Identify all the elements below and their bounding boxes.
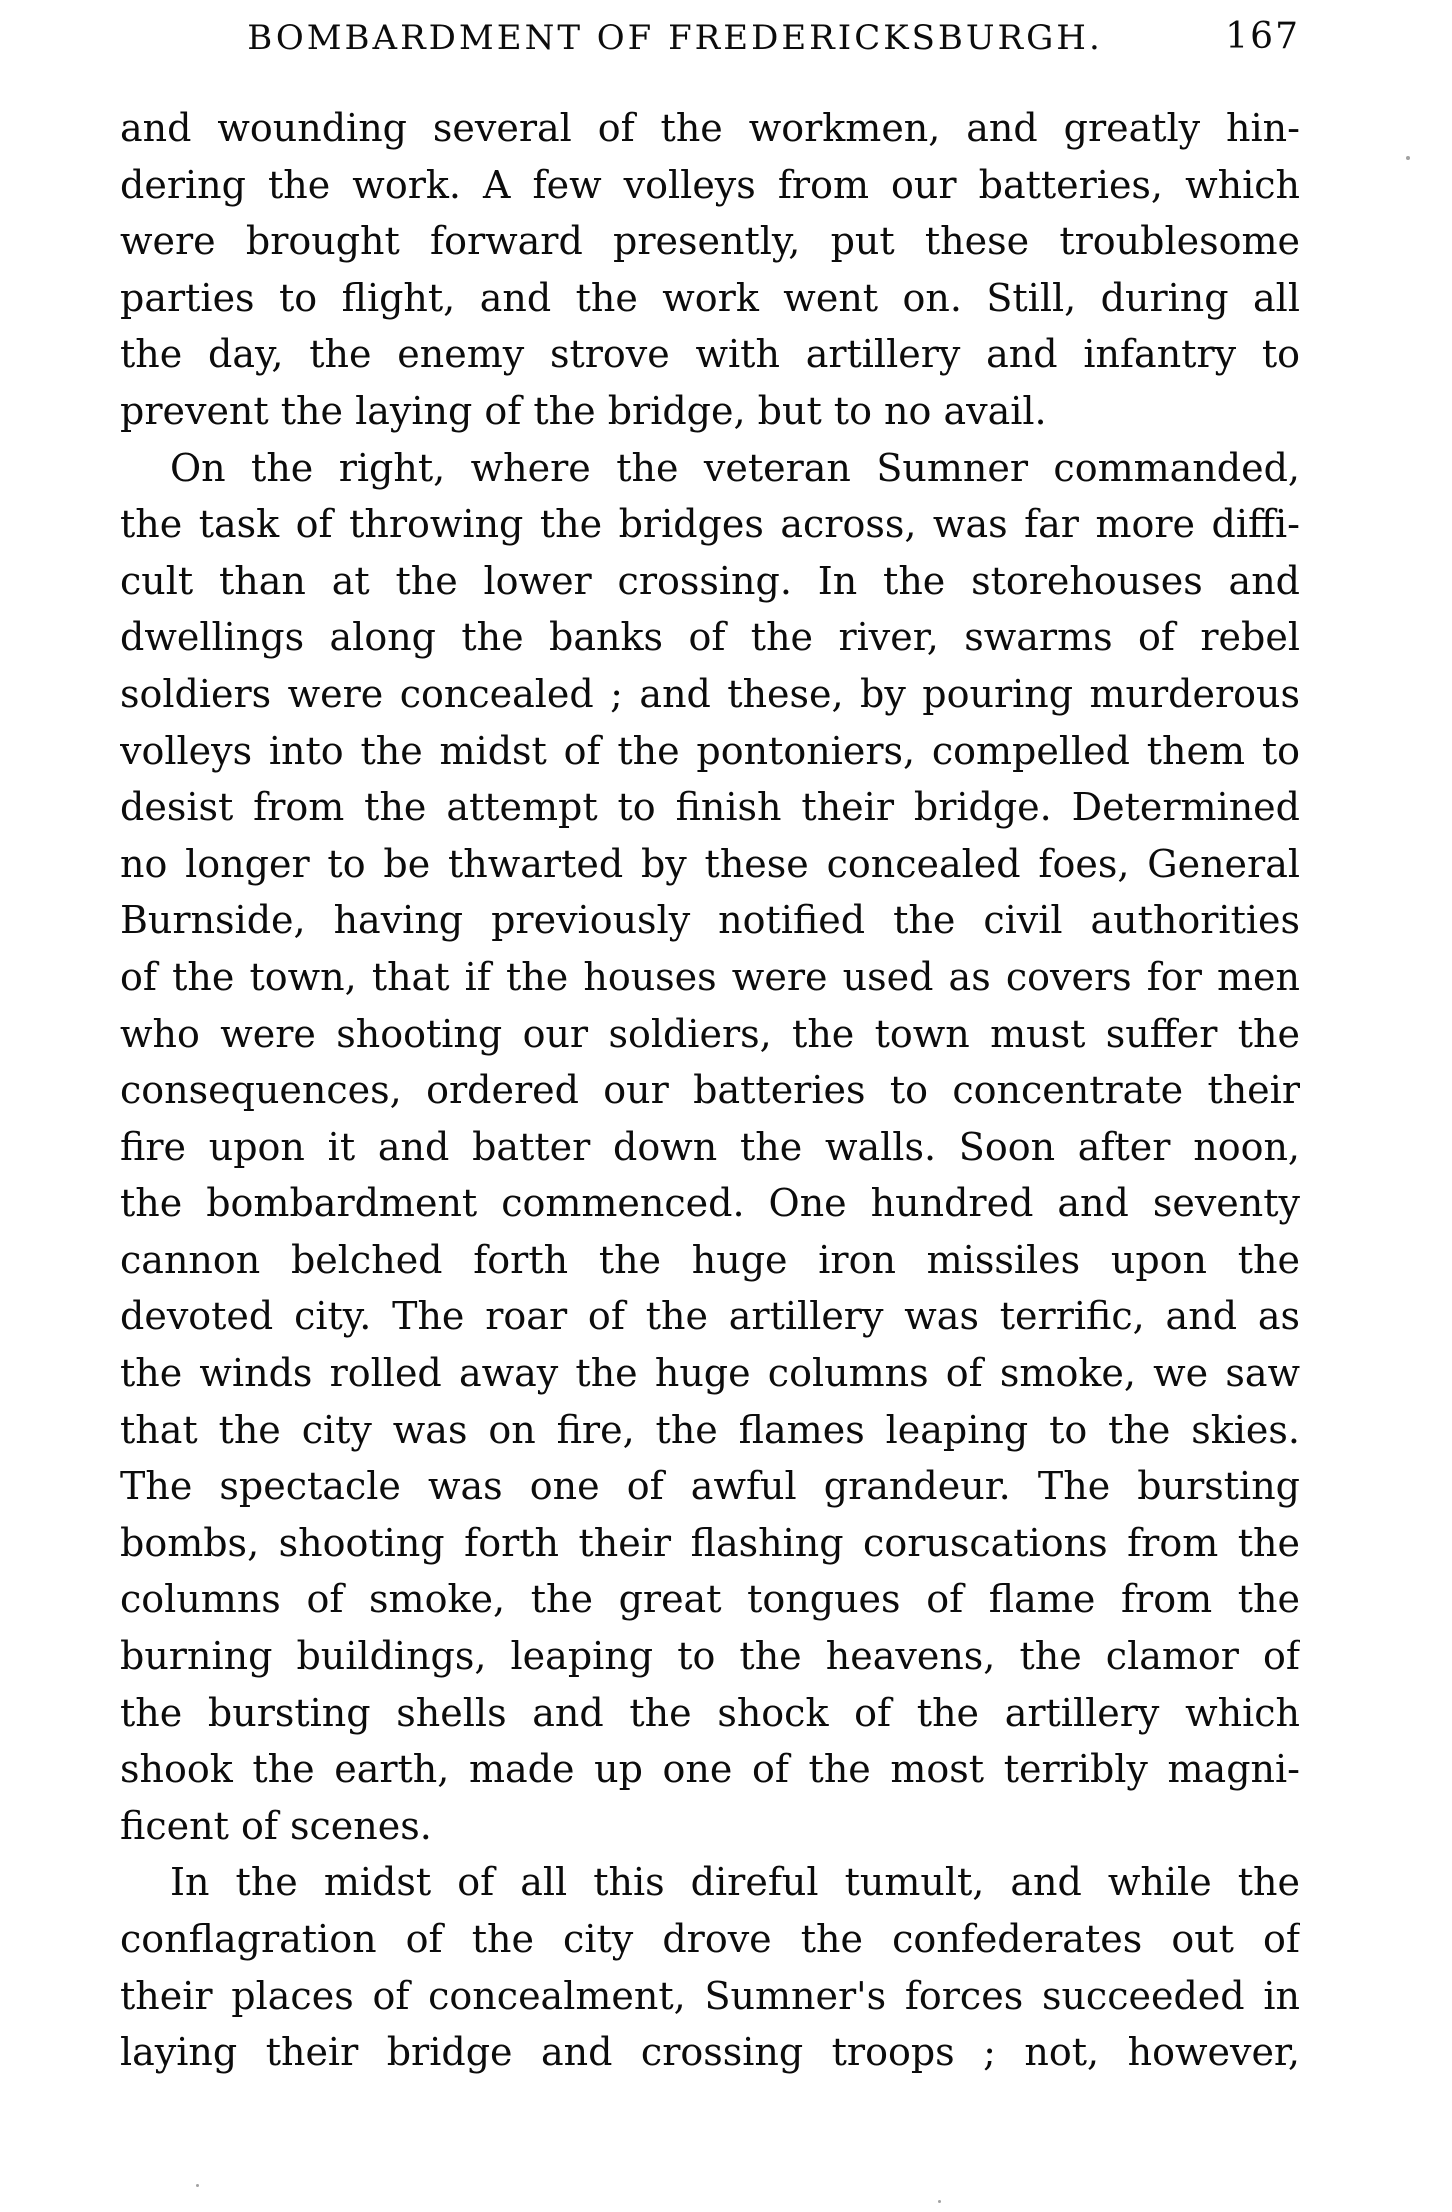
text-line: conflagration of the city drove the confederates out of bbox=[120, 1917, 1300, 1961]
text-line: cult than at the lower crossing. In the storehouses and bbox=[120, 558, 1300, 603]
text-line: the winds rolled away the huge columns of smoke, we saw bbox=[120, 1351, 1300, 1396]
text-line: On the right, where the veteran Sumner commanded, bbox=[170, 445, 1300, 490]
text-line: In the midst of all this direful tumult, and while the bbox=[170, 1860, 1300, 1905]
text-line: the bombardment commenced. One hundred and seventy bbox=[120, 1181, 1300, 1226]
page-header bbox=[120, 18, 1300, 66]
text-line: The spectacle was one of awful grandeur. The bursting bbox=[120, 1464, 1300, 1509]
scan-speck bbox=[1406, 156, 1410, 160]
body-text bbox=[120, 100, 1300, 2081]
text-line: volleys into the midst of the pontoniers, compelled them to bbox=[120, 728, 1300, 773]
text-line: fire upon it and batter down the walls. Soon after noon, bbox=[120, 1124, 1300, 1169]
page-number: 167 bbox=[1225, 16, 1300, 57]
text-line: shook the earth, made up one of the most terribly magni- bbox=[120, 1747, 1300, 1792]
text-line: dering the work. A few volleys from our batteries, which bbox=[120, 162, 1300, 207]
text-line: cannon belched forth the huge iron missiles upon the bbox=[120, 1237, 1300, 1282]
text-line: dwellings along the banks of the river, swarms of rebel bbox=[120, 615, 1300, 660]
text-line: their places of concealment, Sumner's forces succeeded in bbox=[120, 1973, 1300, 2018]
text-line: no longer to be thwarted by these concealed foes, General bbox=[120, 841, 1300, 886]
scan-speck bbox=[196, 2184, 199, 2187]
text-line: and wounding several of the workmen, and greatly hin- bbox=[120, 106, 1300, 150]
text-line: the task of throwing the bridges across, was far more diffi- bbox=[120, 502, 1300, 547]
text-line: devoted city. The roar of the artillery was terrific, and as bbox=[120, 1294, 1300, 1339]
text-line: burning buildings, leaping to the heavens, the clamor of bbox=[120, 1634, 1300, 1679]
text-line: Burnside, having previously notified the civil authorities bbox=[120, 898, 1300, 943]
text-line: of the town, that if the houses were used as covers for men bbox=[120, 954, 1300, 999]
text-line: parties to flight, and the work went on. Still, during all bbox=[120, 275, 1300, 320]
text-line: were brought forward presently, put these troublesome bbox=[120, 219, 1300, 264]
text-line: ficent of scenes. bbox=[120, 1803, 432, 1848]
text-line: consequences, ordered our batteries to concentrate their bbox=[120, 1068, 1300, 1113]
text-line: columns of smoke, the great tongues of flame from the bbox=[120, 1577, 1300, 1622]
text-line: the bursting shells and the shock of the artillery which bbox=[120, 1690, 1300, 1735]
text-line: soldiers were concealed ; and these, by pouring murderous bbox=[120, 671, 1300, 716]
text-line: who were shooting our soldiers, the town must suffer the bbox=[120, 1011, 1300, 1056]
text-line: laying their bridge and crossing troops ; not, however, bbox=[120, 2030, 1300, 2075]
text-line: bombs, shooting forth their flashing coruscations from the bbox=[120, 1520, 1300, 1565]
text-line: desist from the attempt to finish their bridge. Determined bbox=[120, 785, 1300, 830]
text-line: the day, the enemy strove with artillery and infantry to bbox=[120, 332, 1300, 377]
text-line: that the city was on fire, the flames leaping to the skies. bbox=[120, 1407, 1300, 1452]
scan-speck bbox=[938, 2200, 941, 2203]
text-line: prevent the laying of the bridge, but to no avail. bbox=[120, 388, 1047, 433]
running-title: BOMBARDMENT OF FREDERICKSBURGH. bbox=[247, 18, 1103, 58]
